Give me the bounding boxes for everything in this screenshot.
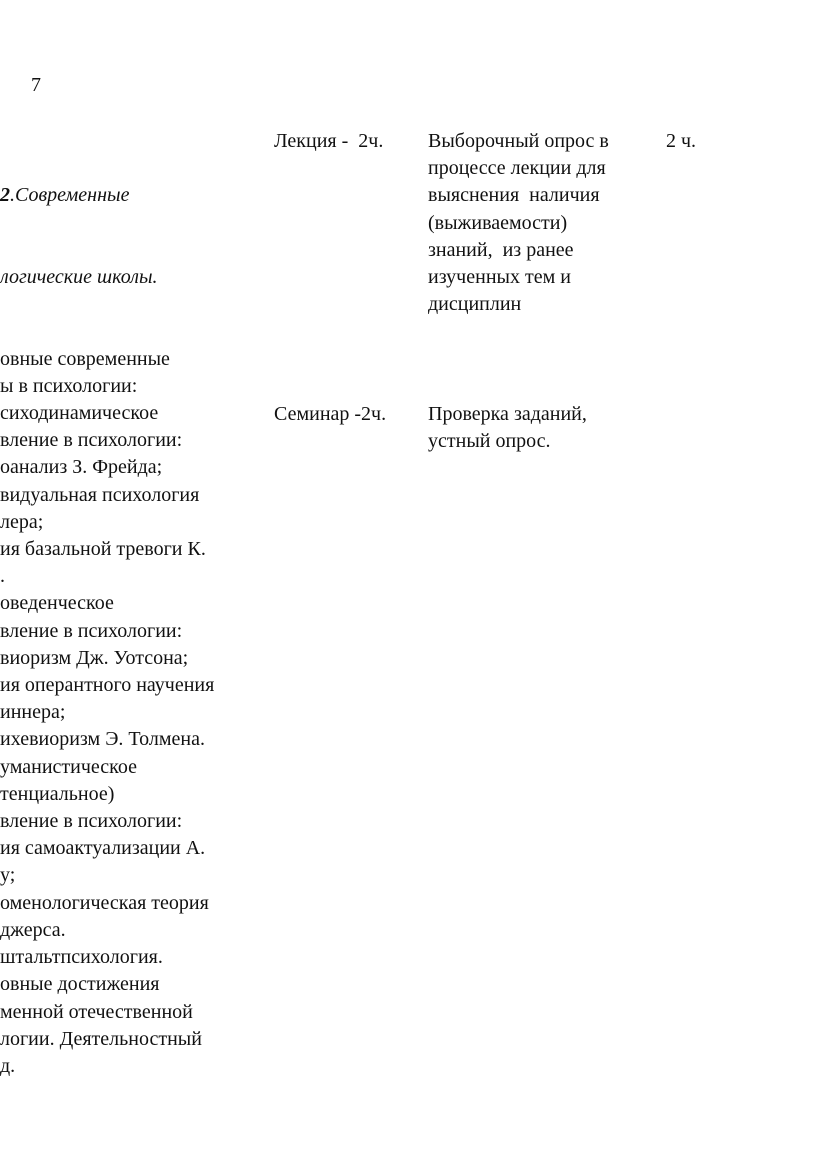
control-line: (выживаемости) bbox=[428, 211, 568, 234]
topic-line: овные современные bbox=[0, 347, 170, 370]
topic-line: вление в психологии: bbox=[0, 429, 183, 452]
page-number: 7 bbox=[31, 74, 41, 96]
topic-line: овные достижения bbox=[0, 973, 160, 996]
topic-line: оанализ З. Фрейда; bbox=[0, 456, 163, 479]
topic-line: . bbox=[0, 565, 5, 588]
topic-heading bbox=[0, 182, 262, 209]
topic-line: сиходинамическое bbox=[0, 402, 159, 425]
topic-line: ия оперантного научения bbox=[0, 674, 215, 697]
session-form-seminar: Семинар -2ч. bbox=[274, 403, 387, 425]
hours-value: 2 ч. bbox=[666, 130, 697, 152]
topic-line: тенциальное) bbox=[0, 782, 115, 805]
topic-line: уманистическое bbox=[0, 755, 137, 778]
topic-line: ы в психологии: bbox=[0, 374, 138, 397]
topic-heading-title: .Современные bbox=[10, 184, 130, 207]
topic-heading-number: 2 bbox=[0, 184, 10, 207]
control-line: знаний, из ранее bbox=[428, 238, 574, 261]
topic-line: логии. Деятельностный bbox=[0, 1027, 202, 1050]
topic-line: ия базальной тревоги К. bbox=[0, 538, 206, 561]
topic-line: ия самоактуализации А. bbox=[0, 837, 206, 860]
control-line: процессе лекции для bbox=[428, 157, 606, 180]
topic-line: у; bbox=[0, 864, 16, 887]
control-line: изученных тем и bbox=[428, 266, 571, 289]
control-method-seminar bbox=[428, 401, 658, 455]
topic-line: ихевиоризм Э. Толмена. bbox=[0, 728, 205, 751]
control-line: устный опрос. bbox=[428, 430, 551, 453]
topic-line: видуальная психология bbox=[0, 483, 200, 506]
topic-line: д. bbox=[0, 1054, 16, 1077]
topic-line: оменологическая теория bbox=[0, 891, 209, 914]
session-form-lecture: Лекция - 2ч. bbox=[274, 130, 384, 152]
control-line: Проверка заданий, bbox=[428, 403, 587, 425]
topic-line: джерса. bbox=[0, 918, 66, 941]
topic-heading-title-line2: логические школы. bbox=[0, 266, 158, 289]
topic-line: вление в психологии: bbox=[0, 810, 183, 833]
topic-line: штальтпсихология. bbox=[0, 946, 163, 969]
control-method-lecture bbox=[428, 128, 658, 318]
topic-line: оведенческое bbox=[0, 592, 114, 615]
topic-line: вление в психологии: bbox=[0, 619, 183, 642]
topic-line: виоризм Дж. Уотсона; bbox=[0, 646, 189, 669]
topic-line: лера; bbox=[0, 510, 44, 533]
control-line: дисциплин bbox=[428, 293, 522, 316]
topic-column bbox=[0, 128, 262, 1107]
control-line: выяснения наличия bbox=[428, 184, 600, 207]
topic-line: иннера; bbox=[0, 701, 66, 724]
control-line: Выборочный опрос в bbox=[428, 130, 609, 152]
topic-line: менной отечественной bbox=[0, 1000, 193, 1023]
topic-content bbox=[0, 346, 262, 1080]
